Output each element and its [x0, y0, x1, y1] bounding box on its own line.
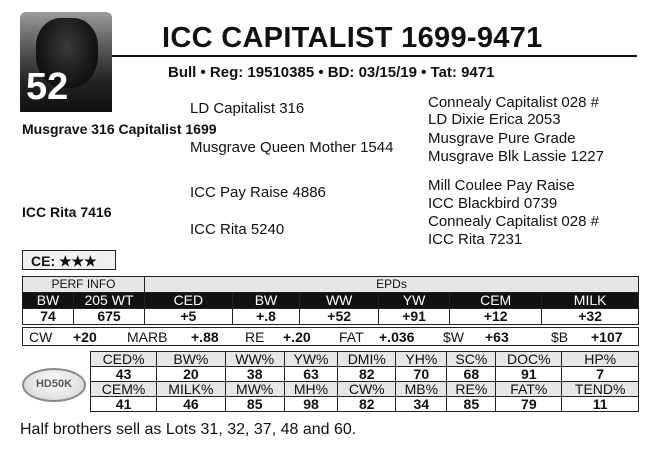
- hd-label: CED%: [91, 352, 157, 367]
- hd-label: BW%: [157, 352, 225, 367]
- hd-label: CEM%: [91, 382, 157, 397]
- animal-title: ICC CAPITALIST 1699-9471: [162, 22, 543, 54]
- hd-value: 85: [225, 397, 284, 412]
- hd-value: 91: [496, 367, 562, 382]
- calving-ease-rating: CE: ★★★: [22, 250, 116, 270]
- fat-label: FAT: [339, 329, 364, 345]
- epd-label: WW: [300, 293, 379, 309]
- lot-number: 52: [26, 66, 69, 108]
- pedigree-sd-dam: Musgrave Blk Lassie 1227: [428, 148, 604, 165]
- perf-info-header: PERF INFO: [23, 277, 145, 293]
- hd-value: 79: [496, 397, 562, 412]
- hd-label: TEND%: [562, 382, 639, 397]
- hd-label: RE%: [447, 382, 496, 397]
- hd-value: 68: [447, 367, 496, 382]
- hd-label: CW%: [338, 382, 396, 397]
- pedigree-dam-sire: ICC Pay Raise 4886: [190, 184, 326, 201]
- hd-value: 34: [396, 397, 447, 412]
- hd-value: 41: [91, 397, 157, 412]
- hd-label: FAT%: [496, 382, 562, 397]
- pedigree-sd-sire: Musgrave Pure Grade: [428, 130, 576, 147]
- epd-value: 675: [74, 309, 145, 325]
- pedigree-sire: Musgrave 316 Capitalist 1699: [22, 121, 217, 137]
- hd-value: 63: [284, 367, 337, 382]
- epd-value: +52: [300, 309, 379, 325]
- hd-value: 46: [157, 397, 225, 412]
- w-label: $W: [443, 329, 464, 345]
- w-value: +63: [485, 329, 509, 345]
- b-label: $B: [551, 329, 569, 345]
- pedigree-ds-dam: ICC Blackbird 0739: [428, 195, 558, 212]
- marb-value: +.88: [191, 329, 219, 345]
- hd-label: WW%: [225, 352, 284, 367]
- pedigree-dd-dam: ICC Rita 7231: [428, 231, 523, 248]
- hd-value: 20: [157, 367, 225, 382]
- hd-label: HP%: [562, 352, 639, 367]
- epd-label: CEM: [450, 293, 542, 309]
- hd-value: 70: [396, 367, 447, 382]
- hd-label: YH%: [396, 352, 447, 367]
- hd50k-logo: HD50K: [22, 368, 86, 402]
- epd-value: +5: [145, 309, 233, 325]
- hd-value: 38: [225, 367, 284, 382]
- pedigree-sire-dam: Musgrave Queen Mother 1544: [190, 139, 394, 156]
- b-value: +107: [591, 329, 623, 345]
- hd-value: 98: [284, 397, 337, 412]
- hd-label: MB%: [396, 382, 447, 397]
- epd-label: MILK: [542, 293, 639, 309]
- epd-value: +12: [450, 309, 542, 325]
- hd-value: 85: [447, 397, 496, 412]
- hd50k-table: [90, 351, 639, 412]
- hd-label: YW%: [284, 352, 337, 367]
- cw-value: +20: [73, 329, 97, 345]
- epd-value: 74: [23, 309, 74, 325]
- hd-value: 11: [562, 397, 639, 412]
- epd-label: 205 WT: [74, 293, 145, 309]
- epds-header: EPDs: [145, 277, 639, 293]
- hd-label: SC%: [447, 352, 496, 367]
- title-divider: [112, 55, 637, 57]
- hd-value: 82: [338, 397, 396, 412]
- pedigree-ds-sire: Mill Coulee Pay Raise: [428, 177, 575, 194]
- registration-line: Bull • Reg: 19510385 • BD: 03/15/19 • Tat: 9471: [168, 64, 495, 81]
- hd-value: 82: [338, 367, 396, 382]
- epd-value: +32: [542, 309, 639, 325]
- re-value: +.20: [283, 329, 311, 345]
- pedigree-ss-sire: Connealy Capitalist 028 #: [428, 94, 599, 111]
- hd-label: MILK%: [157, 382, 225, 397]
- re-label: RE: [245, 329, 265, 345]
- index-row: [22, 327, 639, 346]
- pedigree-sire-sire: LD Capitalist 316: [190, 100, 305, 117]
- hd-label: DMI%: [338, 352, 396, 367]
- bull-photo: [20, 12, 112, 112]
- hd-value: 7: [562, 367, 639, 382]
- cw-label: CW: [29, 329, 53, 345]
- footer-note: Half brothers sell as Lots 31, 32, 37, 48 and 60.: [20, 421, 357, 438]
- hd-label: MH%: [284, 382, 337, 397]
- epd-label: CED: [145, 293, 233, 309]
- pedigree-dam: ICC Rita 7416: [22, 204, 112, 220]
- fat-value: +.036: [379, 329, 415, 345]
- epd-table: [22, 276, 639, 325]
- epd-value: +.8: [232, 309, 300, 325]
- pedigree-ss-dam: LD Dixie Erica 2053: [428, 111, 561, 128]
- marb-label: MARB: [127, 329, 168, 345]
- epd-label: BW: [232, 293, 300, 309]
- pedigree-dd-sire: Connealy Capitalist 028 #: [428, 213, 599, 230]
- epd-label: YW: [379, 293, 450, 309]
- hd-label: MW%: [225, 382, 284, 397]
- pedigree-dam-dam: ICC Rita 5240: [190, 221, 285, 238]
- hd-value: 43: [91, 367, 157, 382]
- epd-label: BW: [23, 293, 74, 309]
- epd-value: +91: [379, 309, 450, 325]
- hd-label: DOC%: [496, 352, 562, 367]
